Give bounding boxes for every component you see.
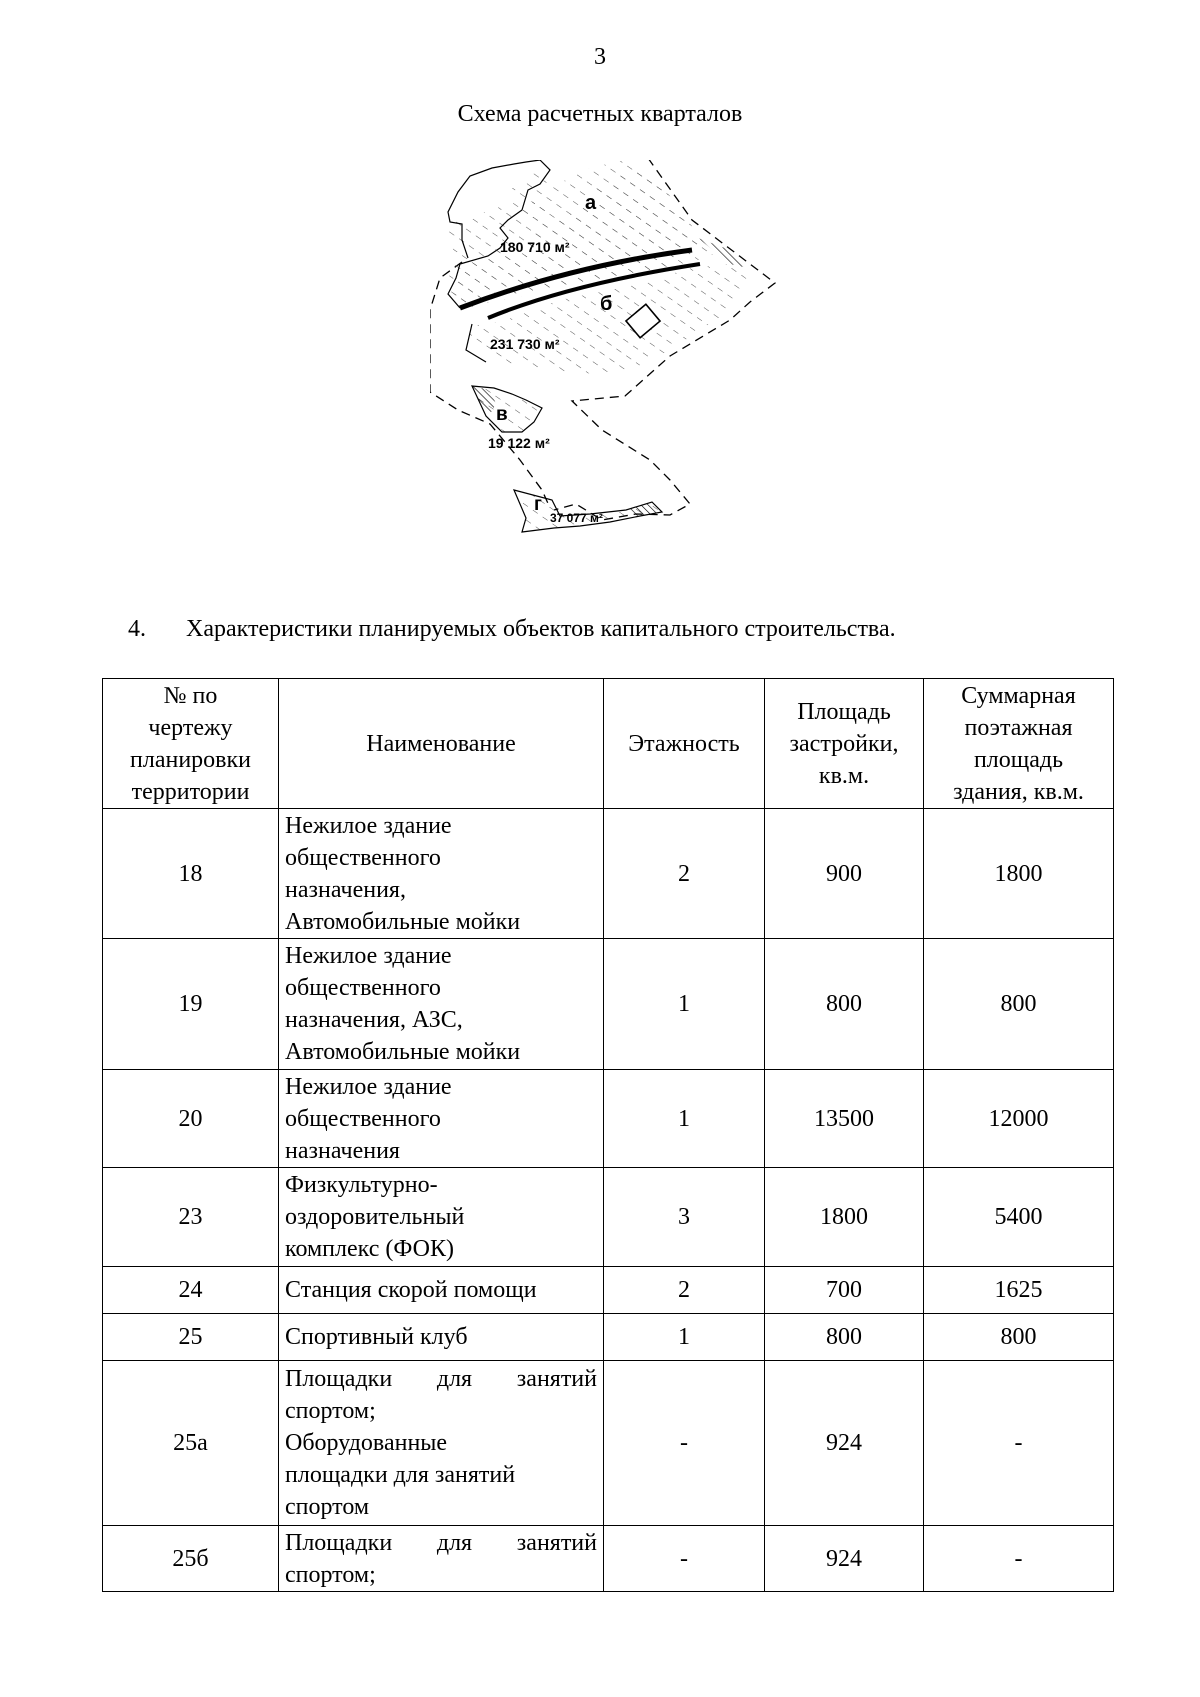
cell-no: 24 [103,1267,279,1314]
cell-floors: 2 [604,1267,765,1314]
cell-floors: 1 [604,1070,765,1168]
cell-floors: 3 [604,1168,765,1267]
header-total-floor-area: Суммарная поэтажная площадь здания, кв.м. [924,679,1114,809]
table-row [103,1070,1114,1168]
block-b-area: 231 730 м² [490,336,560,352]
cell-area: 924 [765,1361,924,1526]
cell-name: Спортивный клуб [279,1314,604,1361]
cell-no: 18 [103,809,279,939]
cell-name: Станция скорой помощи [279,1267,604,1314]
table-row [103,1314,1114,1361]
table-row [103,1526,1114,1592]
cell-name: Физкультурно- оздоровительный комплекс (ФОК) [279,1168,604,1267]
scheme-title: Схема расчетных кварталов [457,101,743,127]
block-v-area: 19 122 м² [488,435,550,451]
block-v-letter: в [496,404,508,425]
cell-floors: - [604,1361,765,1526]
table-row [103,1267,1114,1314]
cell-total: 800 [924,1314,1114,1361]
cell-area: 800 [765,939,924,1070]
block-g-area: 37 077 м² [550,511,603,525]
header-floors: Этажность [604,679,765,809]
cell-total: - [924,1526,1114,1592]
cell-floors: 1 [604,939,765,1070]
cell-name: Нежилое здание общественного назначения [279,1070,604,1168]
cell-no: 25 [103,1314,279,1361]
cell-floors: 1 [604,1314,765,1361]
table-row [103,809,1114,939]
block-a-letter: а [585,192,597,214]
cell-total: 5400 [924,1168,1114,1267]
table-row [103,939,1114,1070]
table-row [103,1168,1114,1267]
cell-area: 1800 [765,1168,924,1267]
page-number: 3 [594,44,606,70]
cell-no: 25б [103,1526,279,1592]
cell-area: 924 [765,1526,924,1592]
table-row [103,1361,1114,1526]
cell-total: 12000 [924,1070,1114,1168]
section-title: Характеристики планируемых объектов капитального строительства. [186,616,896,642]
header-name: Наименование [279,679,604,809]
section-heading [128,616,896,643]
cell-floors: 2 [604,809,765,939]
section-number: 4. [128,616,146,642]
cell-name: Нежилое здание общественного назначения, АЗС, Автомобильные мойки [279,939,604,1070]
header-building-area: Площадь застройки, кв.м. [765,679,924,809]
cell-name: Нежилое здание общественного назначения, Автомобильные мойки [279,809,604,939]
cell-name: Площадки для занятий спортом; [279,1526,604,1592]
cell-floors: - [604,1526,765,1592]
cell-no: 20 [103,1070,279,1168]
cell-total: - [924,1361,1114,1526]
cell-area: 700 [765,1267,924,1314]
cell-total: 1625 [924,1267,1114,1314]
cell-area: 800 [765,1314,924,1361]
cell-no: 19 [103,939,279,1070]
cell-name: Площадки для занятий спортом; Оборудованные площадки для занятий спортом [279,1361,604,1526]
cell-total: 1800 [924,809,1114,939]
table-header-row [103,679,1114,809]
cell-area: 900 [765,809,924,939]
block-g-letter: г [534,494,542,515]
header-drawing-number: № по чертежу планировки территории [103,679,279,809]
cell-no: 23 [103,1168,279,1267]
objects-table [102,678,1114,1592]
cell-total: 800 [924,939,1114,1070]
block-b-letter: б [600,293,613,315]
cell-area: 13500 [765,1070,924,1168]
block-scheme-diagram [430,160,830,580]
block-a-area: 180 710 м² [500,239,570,255]
cell-no: 25а [103,1361,279,1526]
